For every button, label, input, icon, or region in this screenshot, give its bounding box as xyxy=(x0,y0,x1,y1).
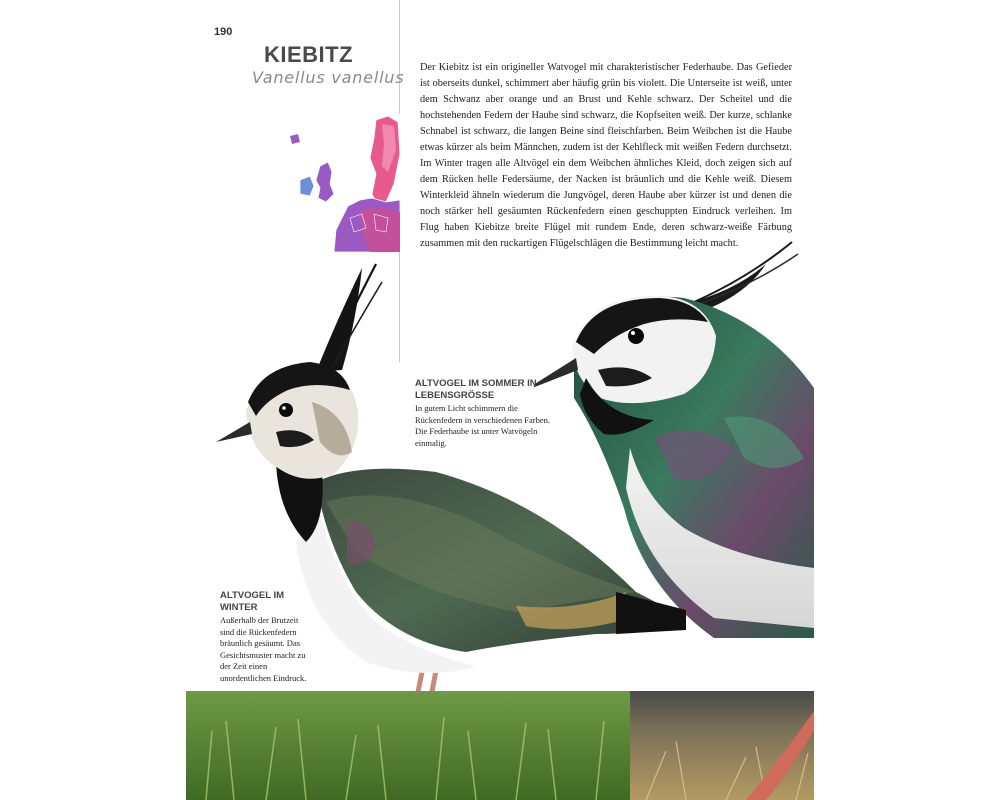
book-page xyxy=(186,0,814,800)
caption-summer-heading: ALTVOGEL IM SOMMER IN LEBENSGRÖSSE xyxy=(415,378,537,401)
page-number: 190 xyxy=(214,26,233,38)
grass-ground-photo xyxy=(186,691,814,800)
species-latin-name: Vanellus vanellus xyxy=(252,68,405,87)
caption-summer xyxy=(415,378,555,449)
species-description: Der Kiebitz ist ein origineller Watvogel mit charakteristischer Federhaube. Das Gefieder ist oberseits dunkel, schimmert aber häufig grün bis violett. Die Unterseite ist weiß, unter dem Schwanz aber orange und an Brust und Kehle schwarz. Der Scheitel und die hochstehenden Federn der Haube sind schwarz, die Kopfseiten weiß. Der kurze, schlanke Schnabel ist schwarz, die langen Beine sind fleischfarben. Beim Weibchen ist die Haube etwas kürzer als beim Männchen, zudem ist der Kehlfleck mit weißen Federn durchsetzt. Im Winter tragen alle Altvögel ein dem Weibchen ähnliches Kleid, doch zeigen sich auf dem Rücken helle Federsäume, der Nacken ist bräunlich und die Kehle weiß. Diesem Winterkleid ähneln wiederum die Jungvögel, deren Haube aber kürzer ist und denen die noch stärker hell gesäumten Rückenfedern einen geschuppten Eindruck verleihen. Im Flug haben Kiebitze breite Flügel mit rundem Ende, deren schwarz-weiße Färbung zusammen mit den ruckartigen Flügelschlägen die Bestimmung leicht macht. xyxy=(420,62,792,249)
distribution-map xyxy=(290,114,400,252)
caption-winter-heading: ALTVOGEL IM WINTER xyxy=(220,590,285,613)
species-title: KIEBITZ xyxy=(264,42,354,67)
caption-summer-text: In gutem Licht schimmern die Rückenfedern in verschiedenen Farben. Die Federhaube ist unter Watvögeln einmalig. xyxy=(415,403,550,448)
caption-winter-text: Außerhalb der Brutzeit sind die Rückenfedern bräunlich gesäumt. Das Gesichtsmuster macht zu der Zeit einen unordentlichen Eindruck. xyxy=(220,615,307,683)
caption-winter xyxy=(220,590,310,684)
